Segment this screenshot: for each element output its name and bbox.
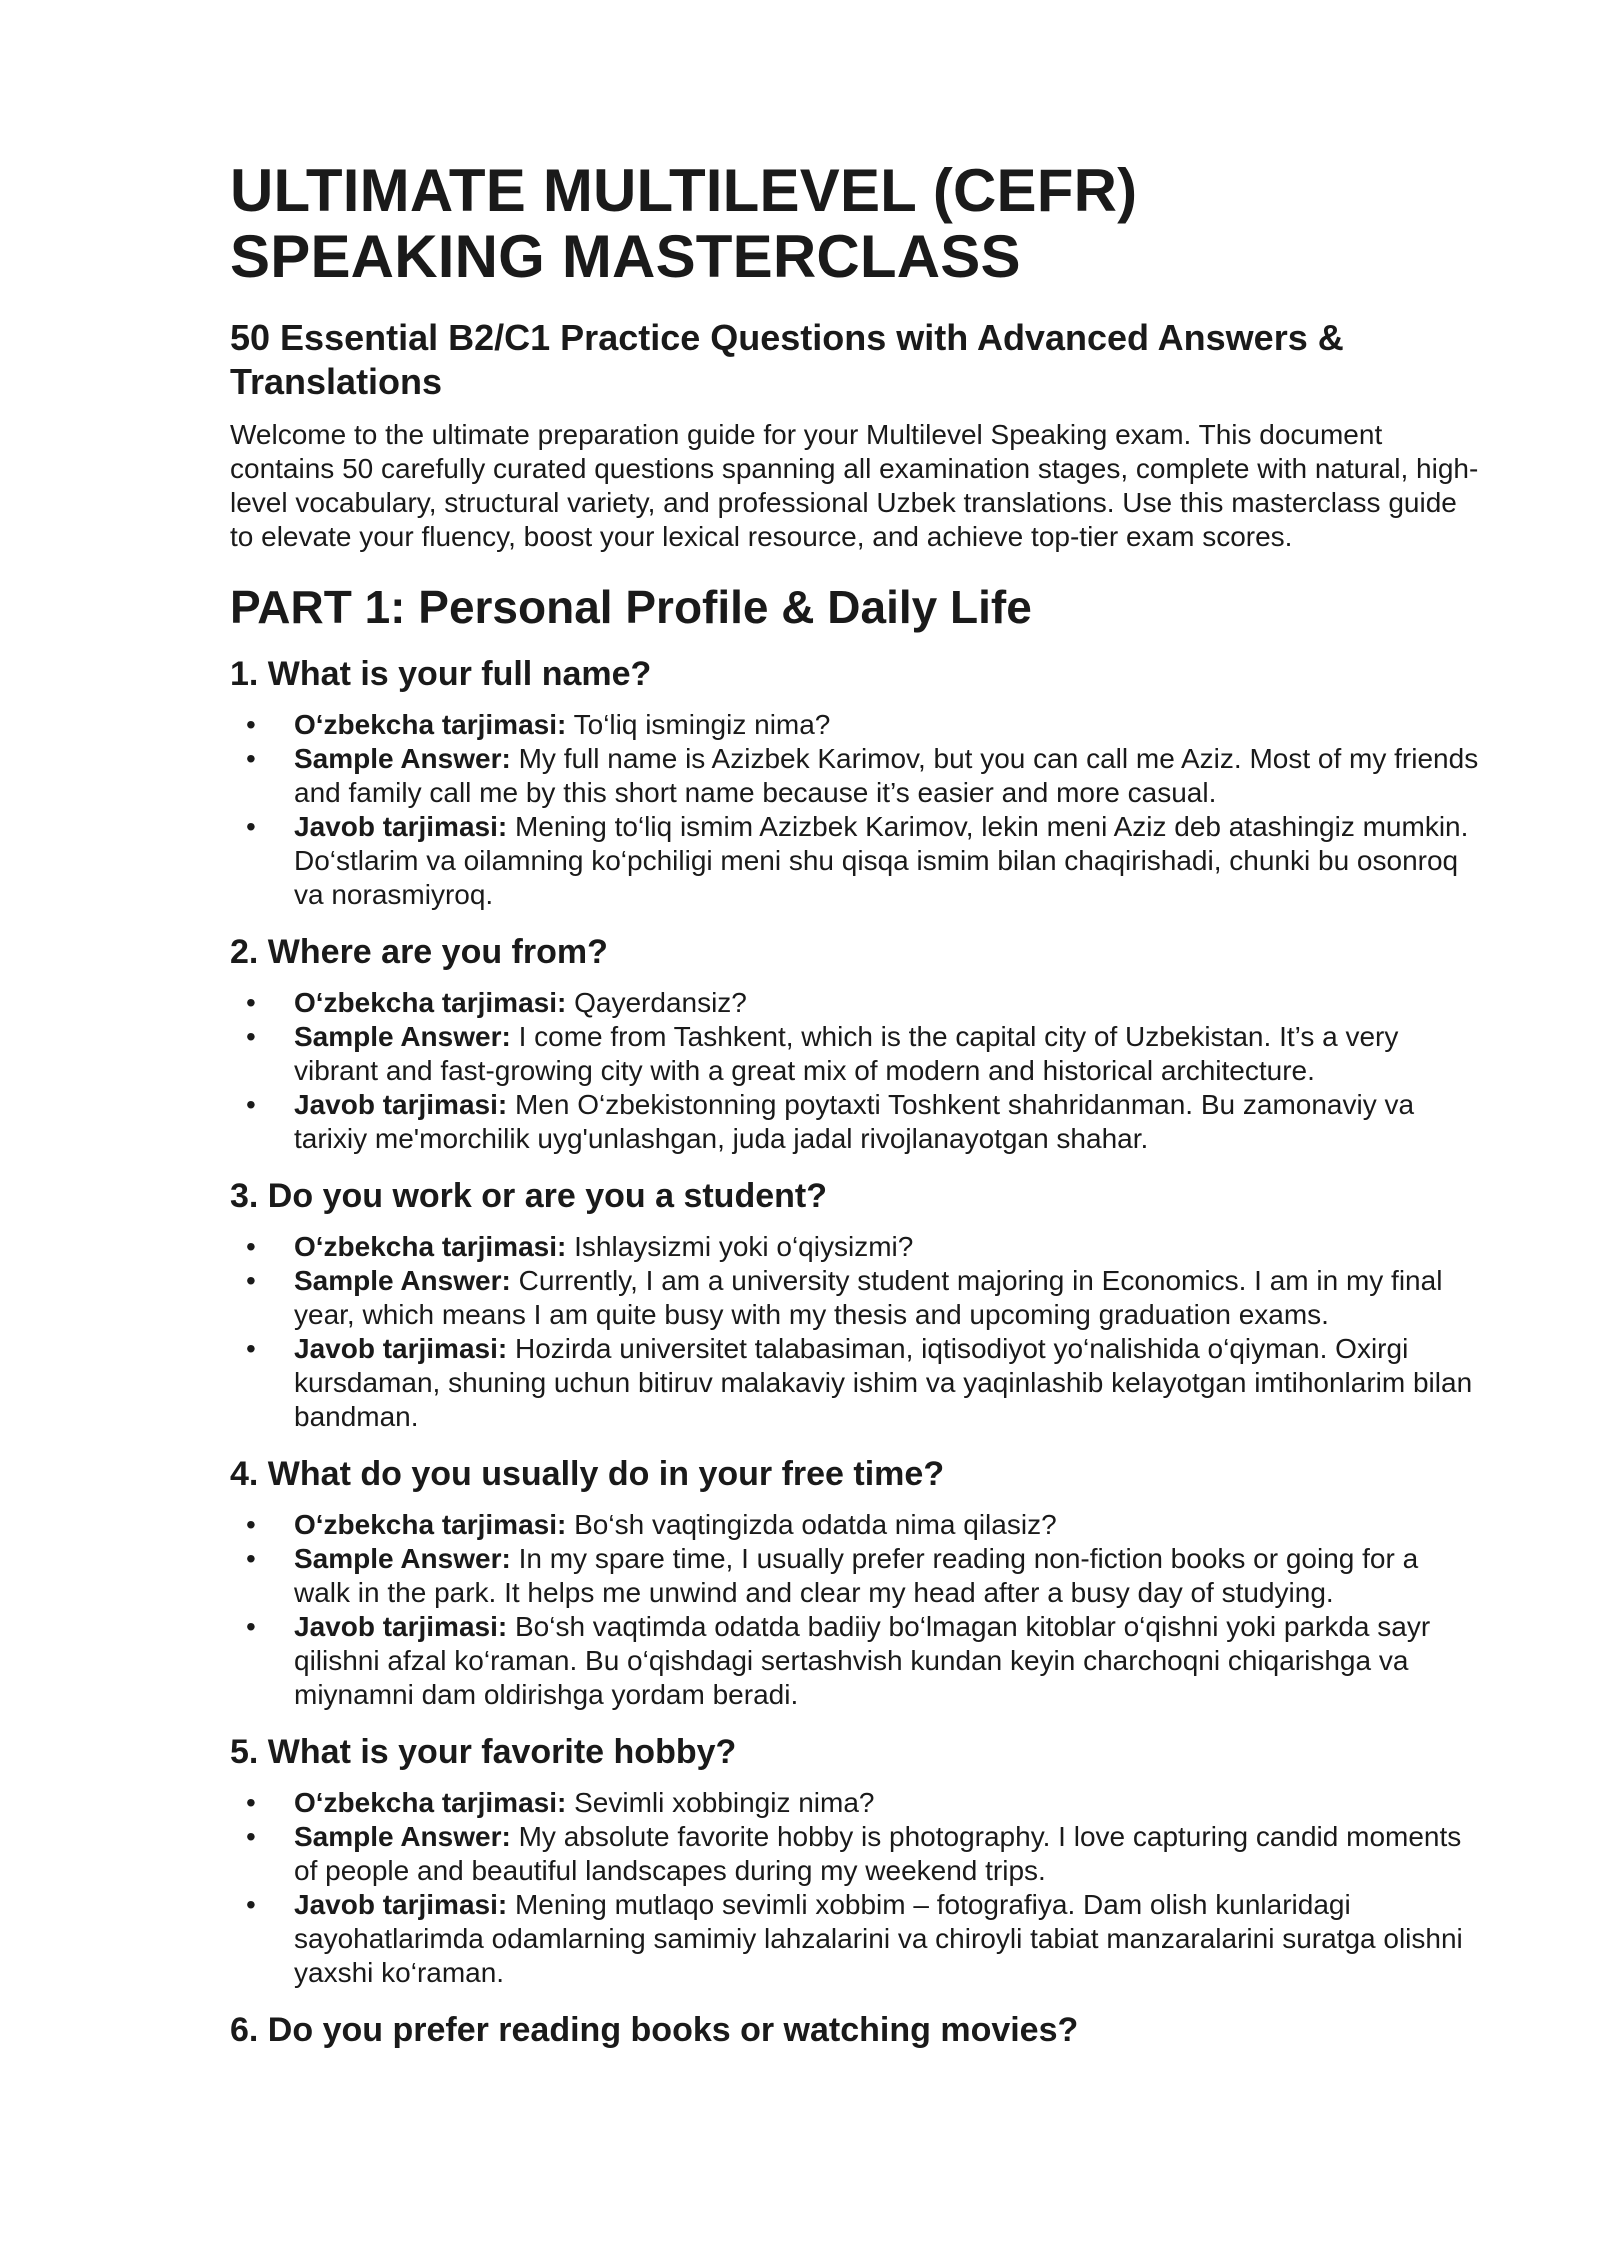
translation-label: O‘zbekcha tarjimasi: [294,1231,567,1262]
translation-text: Ishlaysizmi yoki o‘qiysizmi? [574,1231,914,1262]
sample-answer-text: In my spare time, I usually prefer reading non-fiction books or going for a walk in the park. It helps me unwind and clear my head after a busy day of studying. [294,1543,1419,1608]
answer-translation-item [230,1088,1480,1156]
question-4 [230,1454,1480,1712]
bullet-icon: • [246,1089,256,1120]
bullet-icon: • [246,743,256,774]
question-title: 2. Where are you from? [230,933,608,971]
bullet-icon: • [246,811,256,842]
answer-translation-label: Javob tarjimasi: [294,1333,508,1364]
sample-answer-label: Sample Answer: [294,1543,511,1574]
bullet-icon: • [246,1265,256,1296]
bullet-icon: • [246,1889,256,1920]
part-title: PART 1: Personal Profile & Daily Life [230,581,1032,633]
translation-item [230,1508,1480,1542]
answer-translation-item [230,1888,1480,1990]
question-title: 3. Do you work or are you a student? [230,1177,827,1215]
question-2 [230,932,1480,1156]
bullet-icon: • [246,1509,256,1540]
sample-answer-label: Sample Answer: [294,1265,511,1296]
bullet-icon: • [246,1821,256,1852]
answer-translation-text: Mening mutlaqo sevimli xobbim – fotografiya. Dam olish kunlaridagi sayohatlarimda odamlarning samimiy lahzalarini va chiroyli tabiat manzaralarini suratga olishni yaxshi ko‘raman. [294,1889,1463,1988]
question-details [230,708,1480,912]
question-details [230,1786,1480,1990]
intro-paragraph: Welcome to the ultimate preparation guide for your Multilevel Speaking exam. This document contains 50 carefully curated questions spanning all examination stages, complete with natural, high-level vocabulary, structural variety, and professional Uzbek translations. Use this masterclass guide to elevate your fluency, boost your lexical resource, and achieve top-tier exam scores. [230,419,1479,552]
answer-translation-text: Men O‘zbekistonning poytaxti Toshkent shahridanman. Bu zamonaviy va tarixiy me'morchilik uyg'unlashgan, juda jadal rivojlanayotgan shahar. [294,1089,1415,1154]
answer-translation-text: Hozirda universitet talabasiman, iqtisodiyot yo‘nalishida o‘qiyman. Oxirgi kursdaman, shuning uchun bitiruv malakaviy ishim va yaqinlashib kelayotgan imtihonlarim bilan bandman. [294,1333,1473,1432]
answer-translation-label: Javob tarjimasi: [294,1611,508,1642]
question-title: 5. What is your favorite hobby? [230,1733,737,1771]
question-6 [230,2010,1480,2050]
translation-item [230,986,1480,1020]
document-title [230,158,1480,290]
bullet-icon: • [246,1611,256,1642]
sample-answer-text: Currently, I am a university student majoring in Economics. I am in my final year, which means I am quite busy with my thesis and upcoming graduation exams. [294,1265,1443,1330]
question-3 [230,1176,1480,1434]
bullet-icon: • [246,1231,256,1262]
question-details [230,986,1480,1156]
sample-answer-label: Sample Answer: [294,1021,511,1052]
bullet-icon: • [246,1021,256,1052]
translation-label: O‘zbekcha tarjimasi: [294,709,567,740]
answer-translation-text: Bo‘sh vaqtimda odatda badiiy bo‘lmagan kitoblar o‘qishni yoki parkda sayr qilishni afzal ko‘raman. Bu o‘qishdagi sertashvish kundan keyin charchoqni chiqarishga va miynamni dam oldirishga yordam beradi. [294,1611,1431,1710]
bullet-icon: • [246,1543,256,1574]
document-subtitle: 50 Essential B2/C1 Practice Questions with Advanced Answers & Translations [230,317,1344,402]
sample-answer-item [230,1820,1480,1888]
answer-translation-text: Mening to‘liq ismim Azizbek Karimov, lekin meni Aziz deb atashingiz mumkin. Do‘stlarim va oilamning ko‘pchiligi meni shu qisqa ismim bilan chaqirishadi, chunki bu osonroq va norasmiyroq. [294,811,1469,910]
question-title: 1. What is your full name? [230,655,652,693]
translation-text: To‘liq ismingiz nima? [573,709,831,740]
sample-answer-item [230,1542,1480,1610]
answer-translation-item [230,1610,1480,1712]
question-5 [230,1732,1480,1990]
translation-text: Qayerdansiz? [574,987,747,1018]
sample-answer-label: Sample Answer: [294,1821,511,1852]
translation-item [230,708,1480,742]
sample-answer-item [230,742,1480,810]
document-title-line-2: SPEAKING MASTERCLASS [230,223,1021,290]
sample-answer-item [230,1020,1480,1088]
sample-answer-text: My absolute favorite hobby is photography. I love capturing candid moments of people and beautiful landscapes during my weekend trips. [294,1821,1462,1886]
question-details [230,1230,1480,1434]
translation-text: Bo‘sh vaqtingizda odatda nima qilasiz? [574,1509,1057,1540]
answer-translation-label: Javob tarjimasi: [294,1089,508,1120]
translation-label: O‘zbekcha tarjimasi: [294,987,567,1018]
translation-text: Sevimli xobbingiz nima? [574,1787,875,1818]
bullet-icon: • [246,1787,256,1818]
answer-translation-item [230,1332,1480,1434]
bullet-icon: • [246,987,256,1018]
bullet-icon: • [246,709,256,740]
question-details [230,1508,1480,1712]
question-title: 6. Do you prefer reading books or watching movies? [230,2011,1079,2049]
sample-answer-item [230,1264,1480,1332]
translation-label: O‘zbekcha tarjimasi: [294,1509,567,1540]
answer-translation-item [230,810,1480,912]
answer-translation-label: Javob tarjimasi: [294,1889,508,1920]
document-title-line-1: ULTIMATE MULTILEVEL (CEFR) [230,157,1138,224]
bullet-icon: • [246,1333,256,1364]
translation-item [230,1230,1480,1264]
sample-answer-label: Sample Answer: [294,743,511,774]
translation-item [230,1786,1480,1820]
answer-translation-label: Javob tarjimasi: [294,811,508,842]
translation-label: O‘zbekcha tarjimasi: [294,1787,567,1818]
question-title: 4. What do you usually do in your free time? [230,1455,945,1493]
question-1 [230,654,1480,912]
sample-answer-text: I come from Tashkent, which is the capital city of Uzbekistan. It’s a very vibrant and fast-growing city with a great mix of modern and historical architecture. [294,1021,1399,1086]
sample-answer-text: My full name is Azizbek Karimov, but you can call me Aziz. Most of my friends and family call me by this short name because it’s easier and more casual. [294,743,1479,808]
